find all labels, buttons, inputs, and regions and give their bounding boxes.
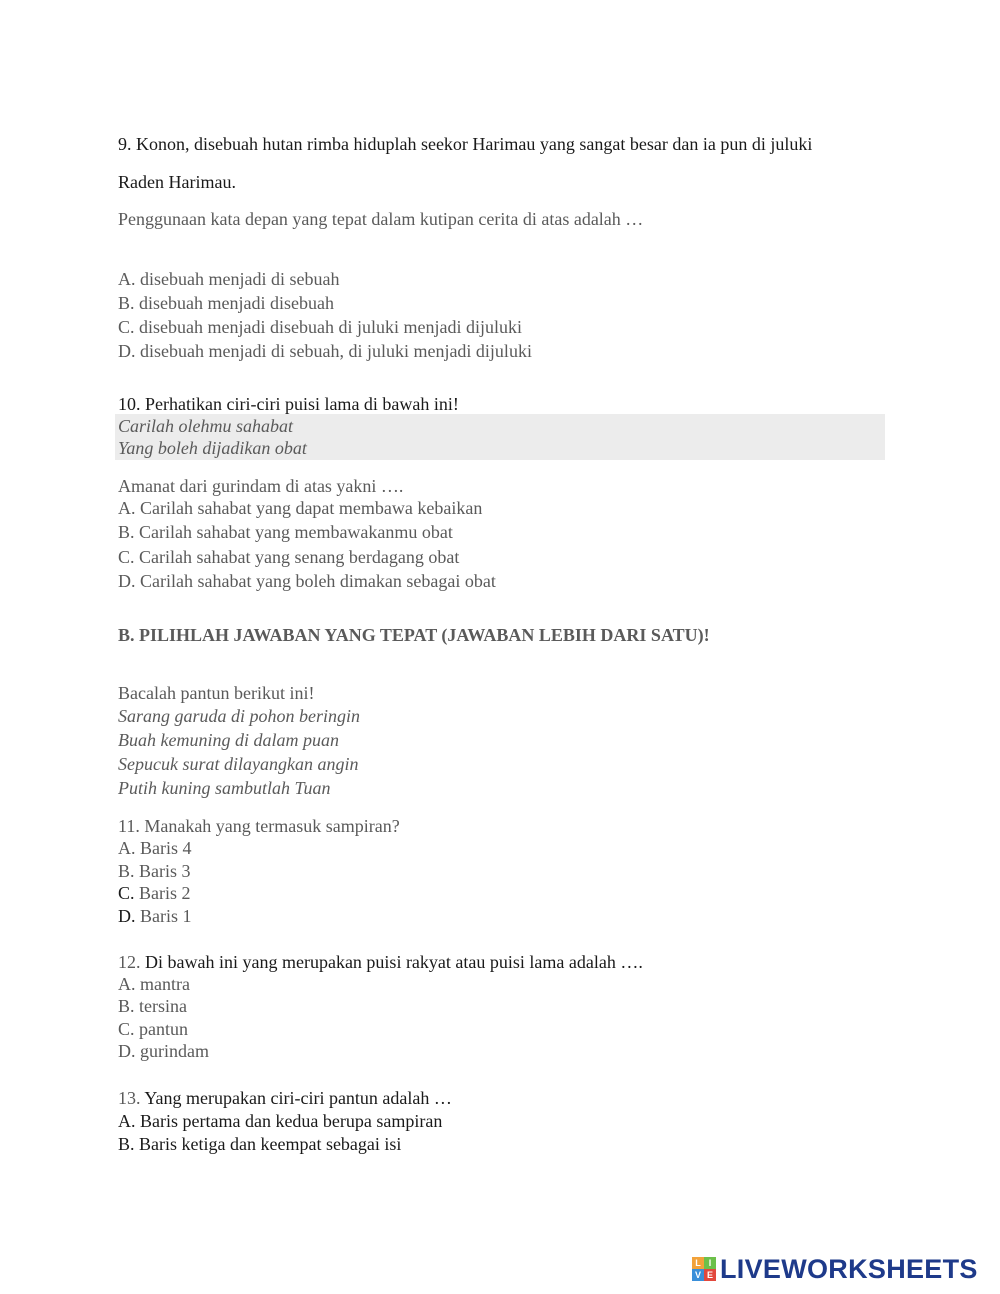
q11-title: 11. Manakah yang termasuk sampiran? (118, 816, 400, 836)
q13-option-b: B. Baris ketiga dan keempat sebagai isi (118, 1134, 402, 1154)
q12-option-c: C. pantun (118, 1019, 188, 1039)
q10-option-d: D. Carilah sahabat yang boleh dimakan sebagai obat (118, 571, 496, 591)
pantun-line-3: Sepucuk surat dilayangkan angin (118, 754, 359, 774)
q13-number: 13. (118, 1088, 141, 1108)
q9-stem-line-1: 9. Konon, disebuah hutan rimba hiduplah seekor Harimau yang sangat besar dan ia pun di juluki (118, 134, 813, 154)
pantun-line-4: Putih kuning sambutlah Tuan (118, 778, 331, 798)
q9-option-b: B. disebuah menjadi disebuah (118, 293, 334, 313)
q13-text: Yang merupakan ciri-ciri pantun adalah … (140, 1088, 452, 1108)
q12-option-b: B. tersina (118, 996, 187, 1016)
logo-mark-v: V (692, 1269, 704, 1281)
liveworksheets-logo (692, 1254, 978, 1284)
q9-option-c: C. disebuah menjadi disebuah di juluki menjadi dijuluki (118, 317, 522, 337)
q9-option-a: A. disebuah menjadi di sebuah (118, 269, 340, 289)
q10-option-a: A. Carilah sahabat yang dapat membawa kebaikan (118, 498, 483, 518)
logo-mark-e: E (704, 1269, 716, 1281)
q11-option-d-letter: D. (118, 906, 136, 926)
q10-verse-line-2: Yang boleh dijadikan obat (118, 438, 307, 458)
q12-number: 12. (118, 952, 141, 972)
q13-title (118, 1087, 452, 1109)
q12-option-a: A. mantra (118, 974, 190, 994)
q11-option-d-text: Baris 1 (135, 906, 192, 926)
pantun-line-2: Buah kemuning di dalam puan (118, 730, 339, 750)
q10-title: 10. Perhatikan ciri-ciri puisi lama di bawah ini! (118, 394, 459, 414)
pantun-intro: Bacalah pantun berikut ini! (118, 683, 315, 703)
q9-stem-line-2: Raden Harimau. (118, 172, 236, 192)
logo-mark-i: I (704, 1257, 716, 1269)
q12-text: Di bawah ini yang merupakan puisi rakyat atau puisi lama adalah …. (140, 952, 643, 972)
section-b-heading: B. PILIHLAH JAWABAN YANG TEPAT (JAWABAN LEBIH DARI SATU)! (118, 625, 710, 645)
q13-option-a: A. Baris pertama dan kedua berupa sampiran (118, 1111, 443, 1131)
q12-option-d: D. gurindam (118, 1041, 209, 1061)
q11-option-c (118, 882, 191, 904)
q11-option-c-letter: C. (118, 883, 135, 903)
q10-prompt: Amanat dari gurindam di atas yakni …. (118, 476, 404, 496)
liveworksheets-logo-text: LIVEWORKSHEETS (720, 1253, 978, 1284)
q10-option-b: B. Carilah sahabat yang membawakanmu obat (118, 522, 453, 542)
logo-mark-l: L (692, 1257, 704, 1269)
pantun-line-1: Sarang garuda di pohon beringin (118, 706, 361, 726)
q10-verse-line-1: Carilah olehmu sahabat (118, 416, 294, 436)
q9-option-d: D. disebuah menjadi di sebuah, di juluki menjadi dijuluki (118, 341, 532, 361)
q10-option-c: C. Carilah sahabat yang senang berdagang obat (118, 547, 460, 567)
q11-option-a (118, 837, 192, 859)
q11-option-a-letter: A. (118, 838, 136, 858)
q11-option-b-text: Baris 3 (134, 861, 191, 881)
q12-title (118, 951, 643, 973)
q11-option-d (118, 905, 192, 927)
liveworksheets-logo-icon (692, 1257, 716, 1281)
q11-option-c-text: Baris 2 (134, 883, 191, 903)
q9-prompt: Penggunaan kata depan yang tepat dalam kutipan cerita di atas adalah … (118, 209, 644, 229)
q11-option-a-text: Baris 4 (135, 838, 192, 858)
q11-option-b (118, 860, 191, 882)
q11-option-b-letter: B. (118, 861, 135, 881)
